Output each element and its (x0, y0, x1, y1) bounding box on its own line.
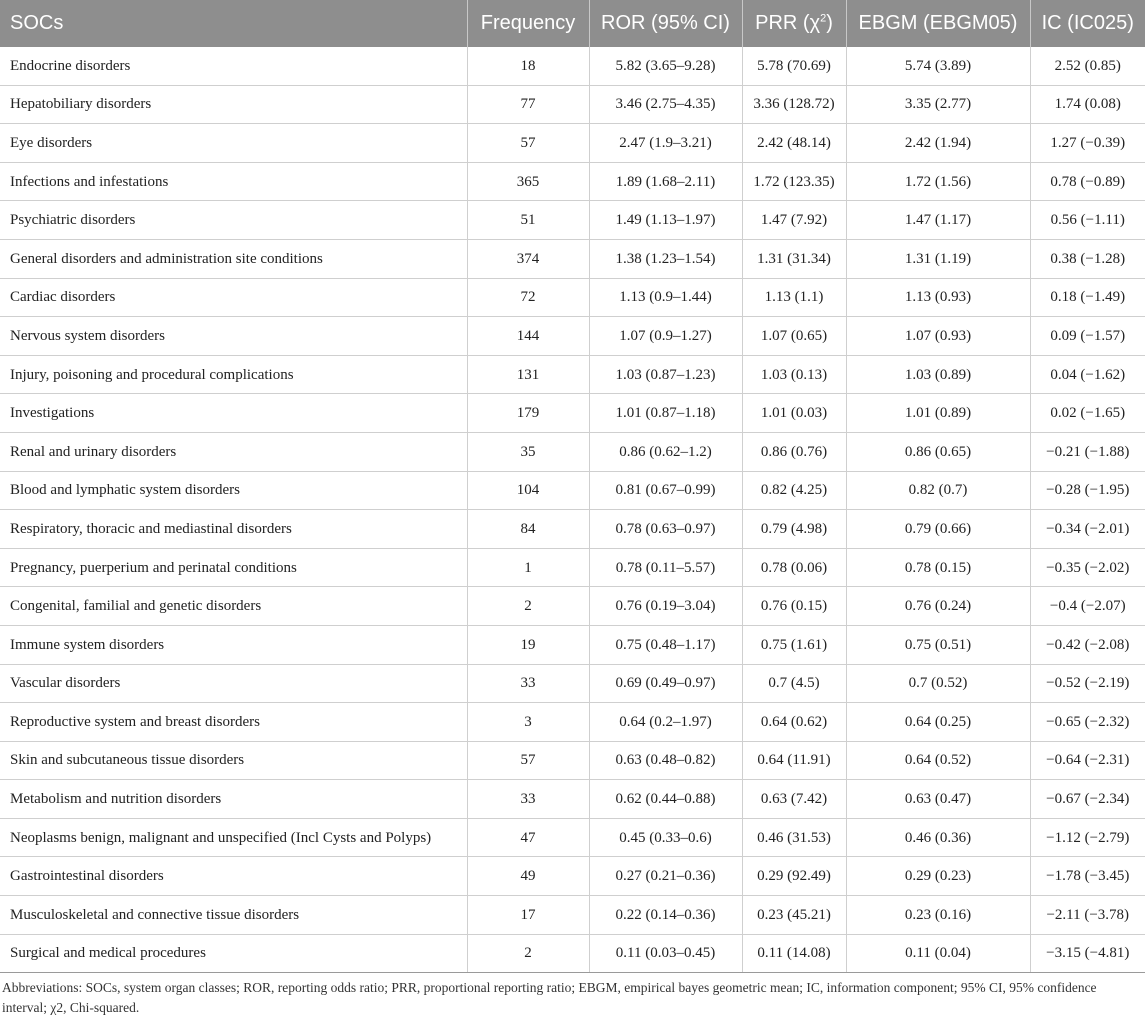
cell-ebgm: 1.13 (0.93) (846, 278, 1030, 317)
cell-ror: 0.45 (0.33–0.6) (589, 818, 742, 857)
cell-ebgm: 2.42 (1.94) (846, 124, 1030, 163)
cell-prr: 0.82 (4.25) (742, 471, 846, 510)
cell-ic: −3.15 (−4.81) (1030, 934, 1145, 973)
cell-ebgm: 1.72 (1.56) (846, 162, 1030, 201)
cell-prr: 1.47 (7.92) (742, 201, 846, 240)
cell-ic: −0.21 (−1.88) (1030, 432, 1145, 471)
cell-soc: Musculoskeletal and connective tissue disorders (0, 896, 467, 935)
table-row (0, 587, 1145, 626)
table-row (0, 934, 1145, 973)
table-row (0, 664, 1145, 703)
table-row (0, 201, 1145, 240)
cell-prr: 0.78 (0.06) (742, 548, 846, 587)
table-row (0, 394, 1145, 433)
table-row (0, 818, 1145, 857)
header-prr (742, 0, 846, 47)
header-ror: ROR (95% CI) (589, 0, 742, 47)
table-row (0, 780, 1145, 819)
cell-soc: Blood and lymphatic system disorders (0, 471, 467, 510)
table-row (0, 355, 1145, 394)
cell-prr: 0.7 (4.5) (742, 664, 846, 703)
header-ic: IC (IC025) (1030, 0, 1145, 47)
cell-frequency: 1 (467, 548, 589, 587)
cell-ebgm: 1.07 (0.93) (846, 317, 1030, 356)
cell-ebgm: 0.86 (0.65) (846, 432, 1030, 471)
cell-ebgm: 0.64 (0.52) (846, 741, 1030, 780)
cell-prr: 0.11 (14.08) (742, 934, 846, 973)
cell-ebgm: 0.64 (0.25) (846, 703, 1030, 742)
cell-frequency: 144 (467, 317, 589, 356)
table-row (0, 625, 1145, 664)
cell-soc: Endocrine disorders (0, 47, 467, 85)
cell-ror: 1.13 (0.9–1.44) (589, 278, 742, 317)
cell-soc: Hepatobiliary disorders (0, 85, 467, 124)
cell-frequency: 179 (467, 394, 589, 433)
table-row (0, 703, 1145, 742)
cell-ic: 0.56 (−1.11) (1030, 201, 1145, 240)
cell-ror: 0.63 (0.48–0.82) (589, 741, 742, 780)
cell-prr: 1.13 (1.1) (742, 278, 846, 317)
cell-ror: 0.81 (0.67–0.99) (589, 471, 742, 510)
cell-ebgm: 0.23 (0.16) (846, 896, 1030, 935)
cell-soc: Congenital, familial and genetic disorders (0, 587, 467, 626)
cell-ic: −0.34 (−2.01) (1030, 510, 1145, 549)
cell-ic: −0.28 (−1.95) (1030, 471, 1145, 510)
header-row (0, 0, 1145, 47)
cell-ror: 3.46 (2.75–4.35) (589, 85, 742, 124)
cell-ic: −0.42 (−2.08) (1030, 625, 1145, 664)
cell-ic: 0.02 (−1.65) (1030, 394, 1145, 433)
cell-frequency: 84 (467, 510, 589, 549)
cell-soc: Neoplasms benign, malignant and unspecified (Incl Cysts and Polyps) (0, 818, 467, 857)
cell-ror: 0.62 (0.44–0.88) (589, 780, 742, 819)
header-prr-prefix: PRR (χ (755, 12, 821, 34)
cell-prr: 0.64 (11.91) (742, 741, 846, 780)
cell-ebgm: 0.7 (0.52) (846, 664, 1030, 703)
cell-ebgm: 0.75 (0.51) (846, 625, 1030, 664)
abbreviations-footnote: Abbreviations: SOCs, system organ classes; ROR, reporting odds ratio; PRR, proportional reporting ratio; EBGM, empirical bayes geometric mean; IC, information component; 95% CI, 95% confidence interval; χ2, Chi-squared. (2, 980, 1097, 1016)
cell-ror: 1.38 (1.23–1.54) (589, 239, 742, 278)
table-row (0, 47, 1145, 85)
table-row (0, 432, 1145, 471)
cell-ebgm: 0.76 (0.24) (846, 587, 1030, 626)
cell-ebgm: 0.46 (0.36) (846, 818, 1030, 857)
cell-ic: 0.04 (−1.62) (1030, 355, 1145, 394)
cell-prr: 0.23 (45.21) (742, 896, 846, 935)
cell-frequency: 374 (467, 239, 589, 278)
cell-ebgm: 0.78 (0.15) (846, 548, 1030, 587)
table-row (0, 239, 1145, 278)
cell-soc: Cardiac disorders (0, 278, 467, 317)
cell-frequency: 72 (467, 278, 589, 317)
cell-prr: 1.07 (0.65) (742, 317, 846, 356)
cell-ror: 1.03 (0.87–1.23) (589, 355, 742, 394)
cell-ebgm: 0.63 (0.47) (846, 780, 1030, 819)
cell-soc: Psychiatric disorders (0, 201, 467, 240)
cell-ror: 0.78 (0.11–5.57) (589, 548, 742, 587)
cell-soc: Skin and subcutaneous tissue disorders (0, 741, 467, 780)
cell-ebgm: 1.31 (1.19) (846, 239, 1030, 278)
cell-soc: Immune system disorders (0, 625, 467, 664)
cell-prr: 0.79 (4.98) (742, 510, 846, 549)
cell-soc: Surgical and medical procedures (0, 934, 467, 973)
cell-ebgm: 1.47 (1.17) (846, 201, 1030, 240)
cell-frequency: 365 (467, 162, 589, 201)
cell-ror: 0.76 (0.19–3.04) (589, 587, 742, 626)
cell-prr: 1.01 (0.03) (742, 394, 846, 433)
cell-soc: Respiratory, thoracic and mediastinal disorders (0, 510, 467, 549)
cell-ror: 1.01 (0.87–1.18) (589, 394, 742, 433)
cell-soc: Injury, poisoning and procedural complications (0, 355, 467, 394)
cell-ebgm: 0.11 (0.04) (846, 934, 1030, 973)
cell-frequency: 51 (467, 201, 589, 240)
cell-frequency: 47 (467, 818, 589, 857)
cell-soc: Renal and urinary disorders (0, 432, 467, 471)
cell-soc: Pregnancy, puerperium and perinatal conditions (0, 548, 467, 587)
table-row (0, 857, 1145, 896)
cell-soc: Infections and infestations (0, 162, 467, 201)
table-row (0, 85, 1145, 124)
cell-ebgm: 1.03 (0.89) (846, 355, 1030, 394)
cell-frequency: 57 (467, 124, 589, 163)
header-ebgm: EBGM (EBGM05) (846, 0, 1030, 47)
cell-frequency: 131 (467, 355, 589, 394)
cell-ebgm: 0.79 (0.66) (846, 510, 1030, 549)
cell-frequency: 49 (467, 857, 589, 896)
cell-prr: 5.78 (70.69) (742, 47, 846, 85)
cell-prr: 3.36 (128.72) (742, 85, 846, 124)
cell-ror: 1.07 (0.9–1.27) (589, 317, 742, 356)
table-row (0, 471, 1145, 510)
cell-ror: 0.64 (0.2–1.97) (589, 703, 742, 742)
cell-frequency: 18 (467, 47, 589, 85)
cell-frequency: 2 (467, 587, 589, 626)
cell-ic: −0.64 (−2.31) (1030, 741, 1145, 780)
cell-ror: 0.22 (0.14–0.36) (589, 896, 742, 935)
cell-ic: 1.27 (−0.39) (1030, 124, 1145, 163)
cell-ic: −0.67 (−2.34) (1030, 780, 1145, 819)
cell-prr: 2.42 (48.14) (742, 124, 846, 163)
cell-ebgm: 3.35 (2.77) (846, 85, 1030, 124)
cell-prr: 0.46 (31.53) (742, 818, 846, 857)
cell-ebgm: 0.29 (0.23) (846, 857, 1030, 896)
table-row (0, 510, 1145, 549)
cell-frequency: 2 (467, 934, 589, 973)
table-header (0, 0, 1145, 47)
cell-ic: 0.38 (−1.28) (1030, 239, 1145, 278)
table-row (0, 124, 1145, 163)
cell-prr: 1.03 (0.13) (742, 355, 846, 394)
cell-prr: 1.72 (123.35) (742, 162, 846, 201)
cell-soc: Vascular disorders (0, 664, 467, 703)
cell-ror: 0.78 (0.63–0.97) (589, 510, 742, 549)
cell-ic: 2.52 (0.85) (1030, 47, 1145, 85)
cell-ror: 1.49 (1.13–1.97) (589, 201, 742, 240)
cell-prr: 0.29 (92.49) (742, 857, 846, 896)
cell-frequency: 57 (467, 741, 589, 780)
cell-ror: 0.75 (0.48–1.17) (589, 625, 742, 664)
cell-ic: −2.11 (−3.78) (1030, 896, 1145, 935)
cell-ic: 0.09 (−1.57) (1030, 317, 1145, 356)
cell-soc: Metabolism and nutrition disorders (0, 780, 467, 819)
table-body (0, 47, 1145, 973)
cell-prr: 0.75 (1.61) (742, 625, 846, 664)
cell-frequency: 3 (467, 703, 589, 742)
cell-ror: 0.11 (0.03–0.45) (589, 934, 742, 973)
cell-ebgm: 5.74 (3.89) (846, 47, 1030, 85)
cell-ebgm: 0.82 (0.7) (846, 471, 1030, 510)
cell-prr: 0.63 (7.42) (742, 780, 846, 819)
table-row (0, 896, 1145, 935)
cell-frequency: 77 (467, 85, 589, 124)
cell-frequency: 19 (467, 625, 589, 664)
cell-soc: Investigations (0, 394, 467, 433)
cell-soc: Gastrointestinal disorders (0, 857, 467, 896)
cell-ror: 5.82 (3.65–9.28) (589, 47, 742, 85)
cell-frequency: 33 (467, 664, 589, 703)
table-row (0, 162, 1145, 201)
cell-prr: 0.64 (0.62) (742, 703, 846, 742)
table-row (0, 548, 1145, 587)
cell-ebgm: 1.01 (0.89) (846, 394, 1030, 433)
cell-frequency: 33 (467, 780, 589, 819)
table-row (0, 317, 1145, 356)
cell-ror: 0.27 (0.21–0.36) (589, 857, 742, 896)
cell-soc: Reproductive system and breast disorders (0, 703, 467, 742)
cell-soc: Nervous system disorders (0, 317, 467, 356)
table-row (0, 741, 1145, 780)
cell-ic: −1.78 (−3.45) (1030, 857, 1145, 896)
table-row (0, 278, 1145, 317)
cell-ic: −0.35 (−2.02) (1030, 548, 1145, 587)
cell-ror: 0.69 (0.49–0.97) (589, 664, 742, 703)
cell-ic: −0.65 (−2.32) (1030, 703, 1145, 742)
cell-ror: 0.86 (0.62–1.2) (589, 432, 742, 471)
cell-ic: 0.18 (−1.49) (1030, 278, 1145, 317)
cell-prr: 0.76 (0.15) (742, 587, 846, 626)
cell-ic: 0.78 (−0.89) (1030, 162, 1145, 201)
header-prr-superscript: 2 (820, 12, 827, 25)
cell-ic: −0.4 (−2.07) (1030, 587, 1145, 626)
header-prr-suffix: ) (826, 12, 833, 34)
cell-frequency: 104 (467, 471, 589, 510)
cell-ror: 1.89 (1.68–2.11) (589, 162, 742, 201)
cell-frequency: 17 (467, 896, 589, 935)
cell-ror: 2.47 (1.9–3.21) (589, 124, 742, 163)
cell-frequency: 35 (467, 432, 589, 471)
header-socs: SOCs (0, 0, 467, 47)
cell-ic: −0.52 (−2.19) (1030, 664, 1145, 703)
cell-ic: −1.12 (−2.79) (1030, 818, 1145, 857)
cell-soc: General disorders and administration site conditions (0, 239, 467, 278)
cell-prr: 0.86 (0.76) (742, 432, 846, 471)
header-frequency: Frequency (467, 0, 589, 47)
cell-soc: Eye disorders (0, 124, 467, 163)
cell-ic: 1.74 (0.08) (1030, 85, 1145, 124)
cell-prr: 1.31 (31.34) (742, 239, 846, 278)
